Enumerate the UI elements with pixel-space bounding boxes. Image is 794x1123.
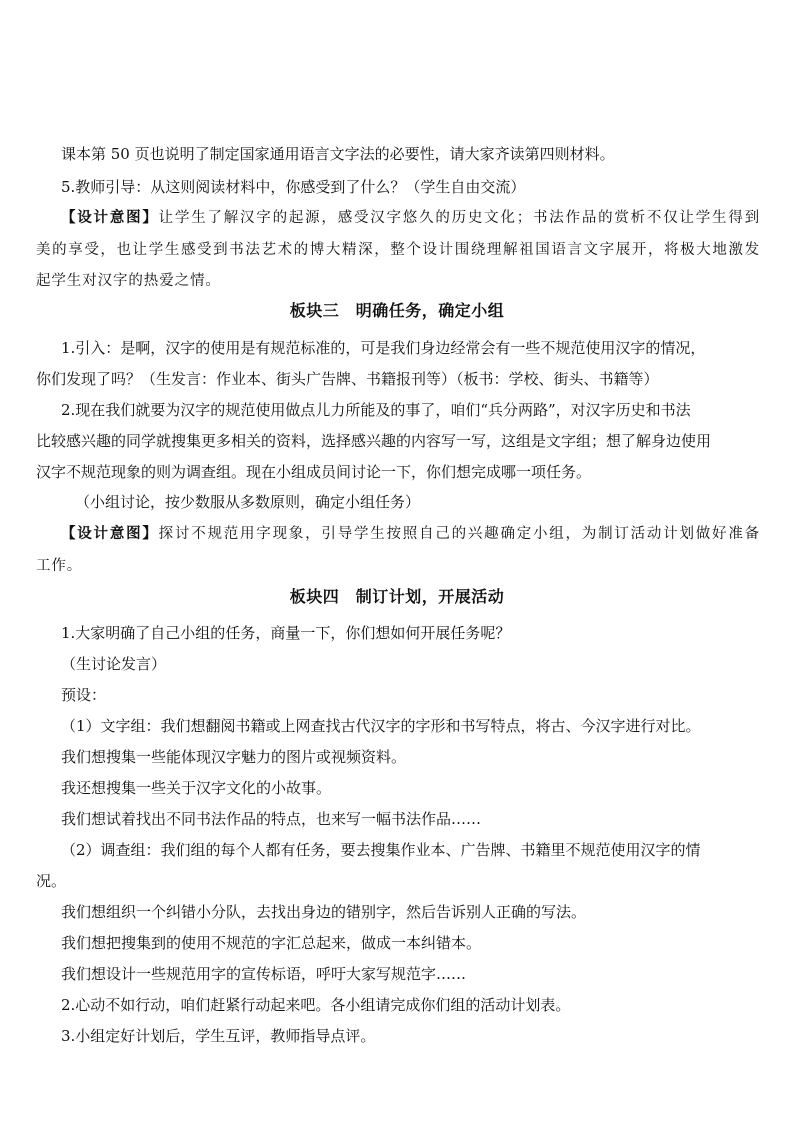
paragraph-line: 3.小组定好计划后，学生互评，教师指导点评。 xyxy=(61,1027,376,1045)
paragraph-line: 你们发现了吗？（生发言：作业本、街头广告牌、书籍报刊等）（板书：学校、街头、书籍等） xyxy=(36,370,659,388)
paragraph-line: 我们想试着找出不同书法作品的特点，也来写一幅书法作品…… xyxy=(61,810,482,828)
design-intent-line-2: 工作。 xyxy=(36,558,83,574)
design-intent-line-1 xyxy=(61,208,760,228)
design-intent-line-1 xyxy=(61,524,760,544)
paragraph-line: 我们想把搜集到的使用不规范的字汇总起来，做成一本纠错本。 xyxy=(61,934,482,952)
section-heading-4: 板块四 制订计划，开展活动 xyxy=(289,587,505,606)
design-intent-line-2: 美的享受，也让学生感受到书法艺术的博大精深，整个设计围绕理解祖国语言文字展开，将极大地激发 xyxy=(36,242,760,258)
paragraph-line: 2.心动不如行动，咱们赶紧行动起来吧。各小组请完成你们组的活动计划表。 xyxy=(61,996,571,1014)
design-intent-text: 探讨不规范用字现象，引导学生按照自己的兴趣确定小组，为制订活动计划做好准备 xyxy=(158,526,760,542)
paragraph-line: 我们想设计一些规范用字的宣传标语，呼吁大家写规范字…… xyxy=(61,965,467,983)
paragraph-line: （生讨论发言） xyxy=(61,655,167,673)
section-heading-3: 板块三 明确任务，确定小组 xyxy=(289,301,505,320)
paragraph-line: 1.引入：是啊，汉字的使用是有规范标准的，可是我们身边经常会有一些不规范使用汉字的情况， xyxy=(61,339,706,357)
paragraph-line: 比较感兴趣的同学就搜集更多相关的资料，选择感兴趣的内容写一写，这组是文字组；想了解身边使用 xyxy=(36,432,712,450)
paragraph-line: （小组讨论，按少数服从多数原则，确定小组任务） xyxy=(75,493,421,511)
design-intent-text: 让学生了解汉字的起源，感受汉字悠久的历史文化；书法作品的赏析不仅让学生得到 xyxy=(158,210,760,226)
design-intent-label: 【设计意图】 xyxy=(61,210,159,226)
paragraph-line: 况。 xyxy=(36,872,67,890)
paragraph-line: （1）文字组：我们想翻阅书籍或上网查找古代汉字的字形和书写特点，将古、今汉字进行对比。 xyxy=(61,717,701,735)
paragraph-line: （2）调查组：我们组的每个人都有任务，要去搜集作业本、广告牌、书籍里不规范使用汉字的情 xyxy=(61,841,701,859)
paragraph-teacher-guide: 5.教师引导：从这则阅读材料中，你感受到了什么？（学生自由交流） xyxy=(61,178,526,196)
design-intent-line-3: 起学生对汉字的热爱之情。 xyxy=(36,273,221,289)
paragraph-line: 我还想搜集一些关于汉字文化的小故事。 xyxy=(61,779,332,797)
paragraph-line: 预设： xyxy=(61,686,107,704)
paragraph-line: 1.大家明确了自己小组的任务，商量一下，你们想如何开展任务呢？ xyxy=(61,624,511,642)
paragraph-material: 课本第 50 页也说明了制定国家通用语言文字法的必要性，请大家齐读第四则材料。 xyxy=(61,145,615,163)
paragraph-line: 我们想组织一个纠错小分队，去找出身边的错别字，然后告诉别人正确的写法。 xyxy=(61,903,587,921)
paragraph-line: 我们想搜集一些能体现汉字魅力的图片或视频资料。 xyxy=(61,748,407,766)
paragraph-line: 2.现在我们就要为汉字的规范使用做点儿力所能及的事了，咱们“兵分两路”，对汉字历史和书法 xyxy=(61,401,691,419)
design-intent-label: 【设计意图】 xyxy=(61,526,159,542)
paragraph-line: 汉字不规范现象的则为调查组。现在小组成员间讨论一下，你们想完成哪一项任务。 xyxy=(36,463,592,481)
